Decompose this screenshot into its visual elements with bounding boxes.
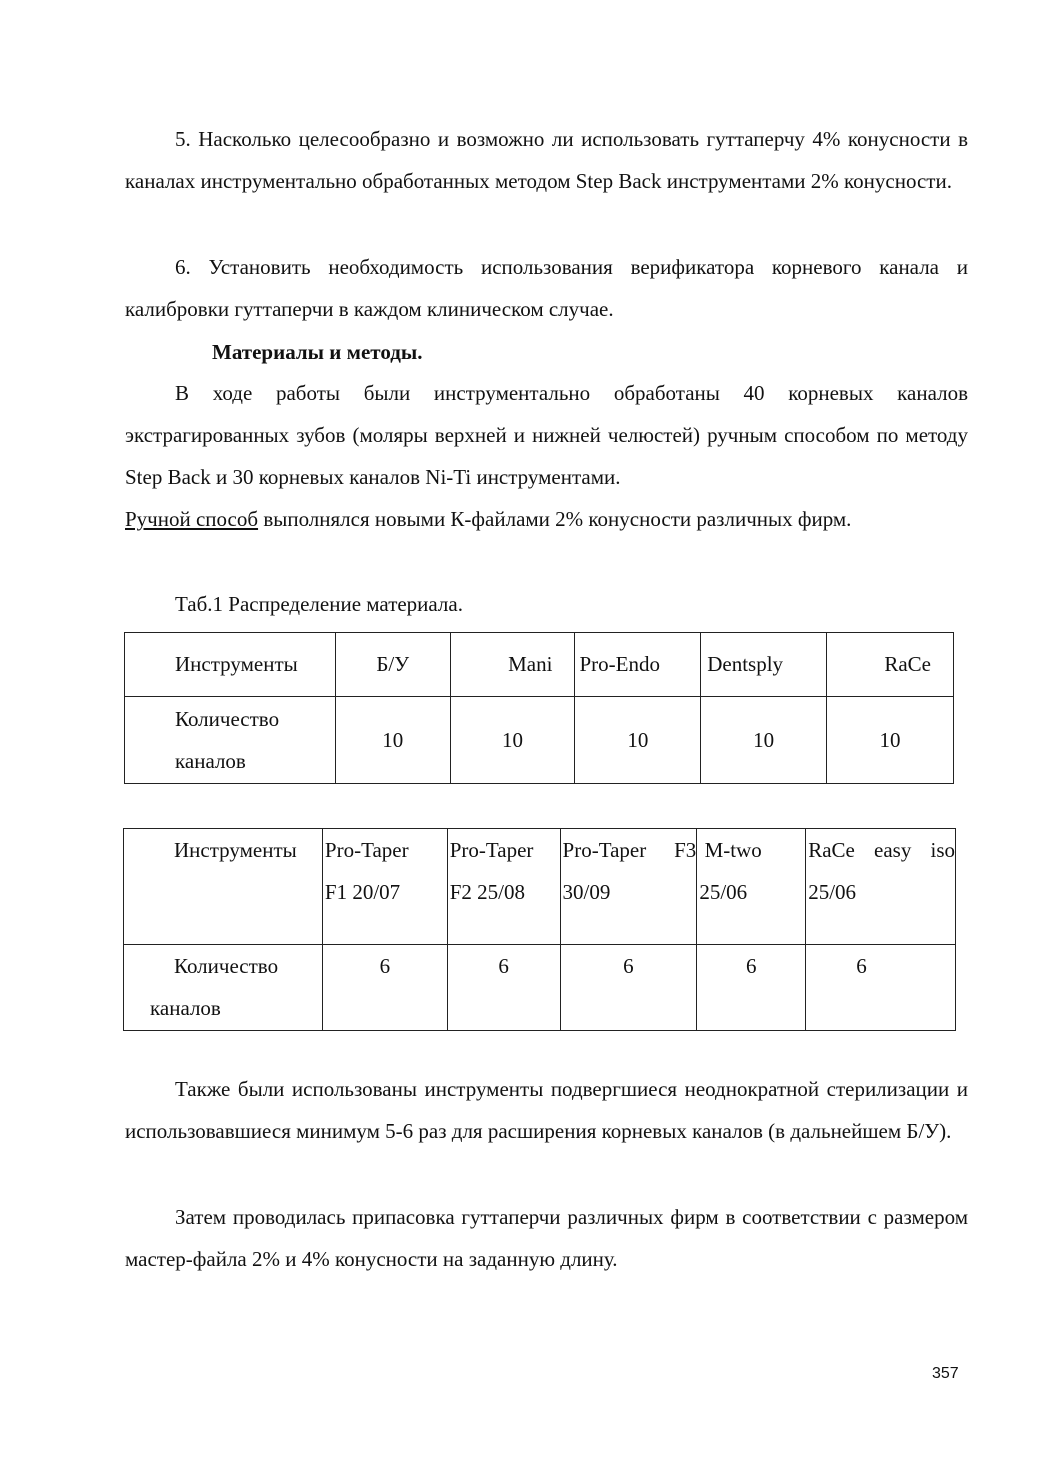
table-cell: 10 [701,697,827,784]
table-row-label [125,697,336,784]
header-line: 25/06 [699,880,748,904]
page-number: 357 [932,1365,959,1382]
distribution-table-2 [123,828,956,1031]
table-cell: 6 [322,945,447,1031]
header-line: Pro-Taper [449,838,534,862]
table-header-cell [322,829,447,945]
table-row [124,945,956,1031]
header-line: RaCe easy iso [808,838,955,862]
table-cell: 6 [806,945,956,1031]
table-row-label [124,945,323,1031]
table-header-cell [447,829,560,945]
header-line: F2 25/08 [449,880,525,904]
table-header-cell [697,829,806,945]
table-header-cell: Инструменты [125,633,336,697]
table-row [124,829,956,945]
paragraph-methods [125,372,968,540]
table-header-cell: RaCe [827,633,954,697]
table-cell: 10 [827,697,954,784]
paragraph-item-6: 6. Установить необходимость использования верификатора корневого канала и калибровки гуттаперчи в каждом клиническом случае. [125,255,968,321]
header-line: F1 20/07 [324,880,401,904]
table-cell: 10 [575,697,701,784]
table-header-cell: Mani [450,633,575,697]
table-caption: Таб.1 Распределение материала. [175,592,463,616]
row-label-line: каналов [150,996,221,1020]
distribution-table-1 [124,632,954,784]
table-header-cell: Б/У [335,633,450,697]
header-line: 30/09 [562,880,611,904]
table-cell: 6 [560,945,697,1031]
paragraph-then: Затем проводилась припасовка гуттаперчи различных фирм в соответствии с размером мастер-файла 2% и 4% конусности на заданную длину. [125,1205,968,1271]
table-header-cell [560,829,697,945]
row-label-line: Количество [175,707,280,731]
header-line: M-two [699,838,762,862]
paragraph-item-5: 5. Насколько целесообразно и возможно ли использовать гуттаперчу 4% конусности в каналах инструментально обработанных методом Step Back инструментами 2% конусности. [125,127,968,193]
manual-method-term: Ручной способ [125,507,259,531]
header-line: Pro-Taper F3 [562,838,697,862]
table-header-cell [806,829,956,945]
table-cell: 6 [697,945,806,1031]
table-header-cell: Инструменты [124,829,323,945]
table-cell: 10 [335,697,450,784]
manual-method-text: выполнялся новыми К-файлами 2% конусности различных фирм. [258,507,852,531]
header-line: Pro-Taper [324,838,409,862]
table-cell: 10 [450,697,575,784]
row-label-line: каналов [175,749,246,773]
table-cell: 6 [447,945,560,1031]
table-header-cell: Pro-Endo [575,633,701,697]
paragraph-methods-text: В ходе работы были инструментально обработаны 40 корневых каналов экстрагированных зубов (моляры верхней и нижней челюстей) ручным способом по методу Step Back и 30 корневых каналов Ni-Ti инструментами. [125,381,968,489]
table-row [125,633,954,697]
table-header-cell: Dentsply [701,633,827,697]
table-row [125,697,954,784]
row-label-line: Количество [174,954,279,978]
header-line: 25/06 [808,880,857,904]
section-heading: Материалы и методы. [212,340,423,364]
paragraph-also: Также были использованы инструменты подвергшиеся неоднократной стерилизации и использовавшиеся минимум 5-6 раз для расширения корневых каналов (в дальнейшем Б/У). [125,1077,968,1143]
